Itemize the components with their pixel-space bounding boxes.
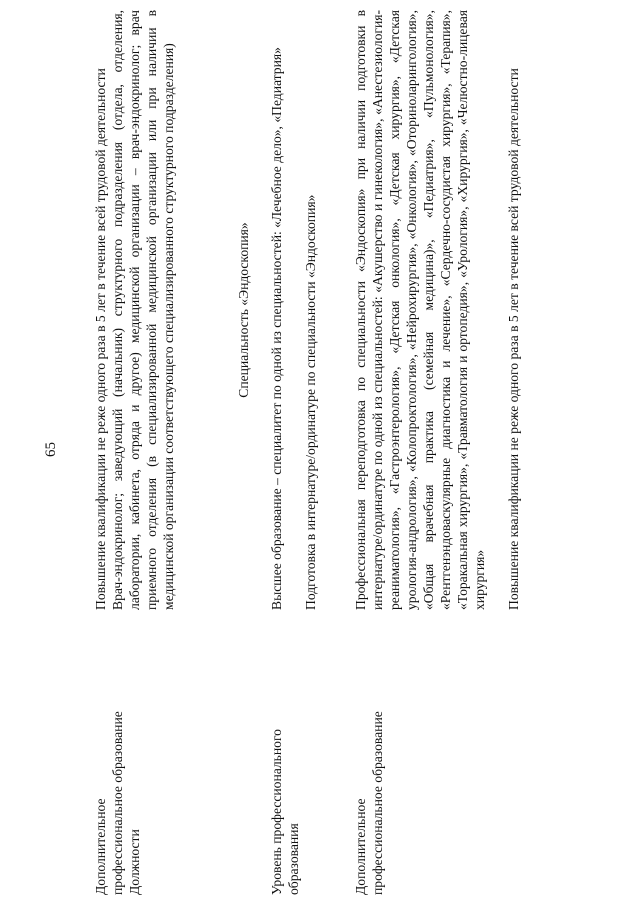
label-line: Дополнительное	[353, 798, 368, 895]
label-line: Уровень профессионального	[269, 729, 284, 895]
label-line: Должности	[127, 829, 142, 895]
label-line: профессиональное образование	[110, 711, 125, 895]
row-label	[92, 633, 143, 895]
specialty-heading: Специальность «Эндоскопия»	[236, 222, 251, 398]
row-label	[352, 633, 386, 895]
paragraph-retraining: Профессиональная переподготовка по специальности «Эндоскопия» при наличии подготовки в интернатуре/ординатуре по одной из специальностей: «Акушерство и гинекология», «Анестезиология-реаниматология», «Гастроэнтерология», «Детская онкология», «Детская хирургия», «Детская урология-андрология», «Колопроктология», «Нейрохирургия», «Онкология», «Оториноларингология», «Общая врачебная практика (семейная медицина)», «Педиатрия», «Пульмонология», «Рентгенэндоваскулярные диагностика и лечение», «Сердечно-сосудистая хирургия», «Терапия», «Торакальная хирургия», «Травматология и ортопедия», «Урология», «Хирургия», «Челюстно-лицевая хирургия»	[353, 10, 487, 610]
label-line: профессиональное образование	[370, 711, 385, 895]
paragraph-internship: Подготовка в интернатуре/ординатуре по специальности «Эндоскопия»	[303, 194, 318, 610]
label-line: образования	[286, 823, 301, 895]
row-content	[92, 10, 177, 610]
page-number: 65	[43, 442, 59, 457]
label-line: Дополнительное	[93, 798, 108, 895]
paragraph-higher-education: Высшее образование – специалитет по одной из специальностей: «Лечебное дело», «Педиатрия»	[269, 47, 284, 610]
paragraph-positions: Врач-эндокринолог; заведующий (начальник) структурного подразделения (отдела, отделения, лаборатории, кабинета, отряда и другое) медицинской организации – врач-эндокринолог; врач приемного отделения (в специализированной медицинской организации или при наличии в медицинской организации соответствующего специализированного структурного подразделения)	[110, 10, 176, 610]
row-label	[268, 633, 302, 895]
row-content	[352, 10, 522, 610]
paragraph-qualification: Повышение квалификации не реже одного раза в 5 лет в течение всей трудовой деятельности	[93, 68, 108, 610]
row-content	[268, 10, 319, 610]
specialty-heading-row	[235, 10, 252, 610]
paragraph-qualification: Повышение квалификации не реже одного раза в 5 лет в течение всей трудовой деятельности	[506, 68, 521, 610]
